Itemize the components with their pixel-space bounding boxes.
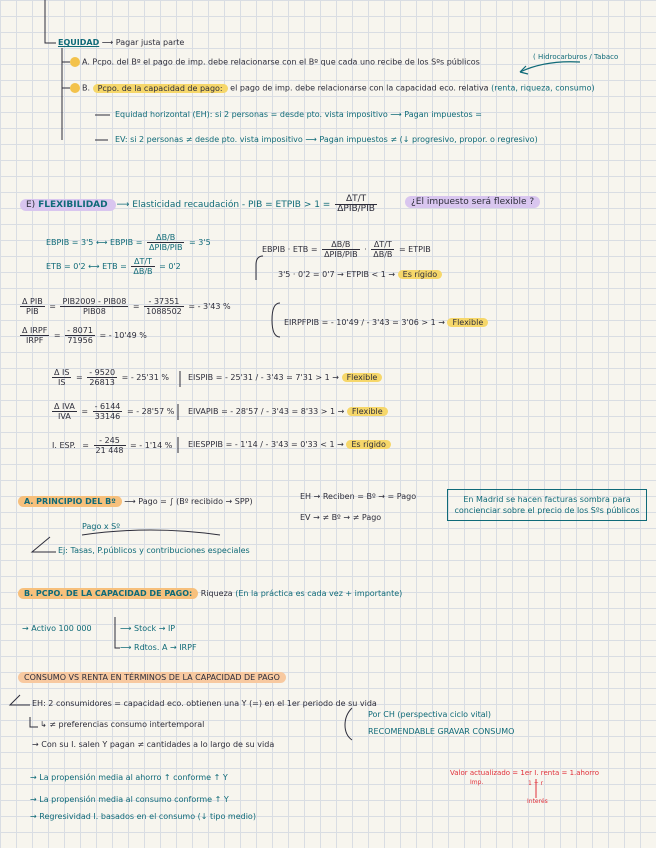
frac-den: IVA — [58, 412, 71, 421]
con-line: → Con su I. salen Y pagan ≠ cantidades a lo largo de su vida — [32, 740, 275, 749]
pref-line: ↳ ≠ preferencias consumo intertemporal — [40, 720, 205, 729]
riqueza-paren: (En la práctica es cada vez + importante) — [235, 589, 403, 598]
product-rhs: = ETPIB — [398, 245, 431, 254]
frac-den: 26813 — [89, 378, 115, 387]
arrow-icon: ⟶ — [101, 38, 114, 47]
flex-label: FLEXIBILIDAD — [38, 200, 108, 210]
principle-a-title: A. PRINCIPIO DEL Bº — [18, 496, 122, 507]
irpf-elast: EIRPFPIB = - 10'49 / - 3'43 = 3'06 > 1 → — [284, 318, 445, 327]
frac-den: IS — [58, 378, 66, 387]
frac-num: - 8071 — [67, 326, 93, 335]
principle-a-line — [70, 57, 480, 68]
frac-num: ΔT/T — [335, 195, 377, 205]
eh-consumo: EH: 2 consumidores = capacidad eco. obtienen una Y (=) en el 1er periodo de su vida — [32, 699, 377, 708]
riqueza-label: Riqueza — [200, 589, 233, 598]
pib-fraction-3 — [144, 297, 184, 316]
iesp-result-badge: Es rígido — [346, 440, 391, 449]
frac-num: - 37351 — [144, 297, 184, 307]
is-fraction-2 — [87, 368, 117, 387]
flex-def: Elasticidad recaudación - PIB = ETPIB > 1 = — [132, 200, 331, 210]
irpf-result-badge: Flexible — [447, 318, 488, 327]
prop-consumo: → La propensión media al consumo conforme ↑ Y — [30, 795, 229, 804]
consumo-title: CONSUMO VS RENTA EN TÉRMINOS DE LA CAPACIDAD DE PAGO — [18, 672, 286, 683]
iva-fraction-2 — [93, 402, 123, 421]
iesp-fraction-2 — [94, 436, 126, 455]
eh-text: Equidad horizontal (EH): si 2 personas = desde pto. vista impositivo — [115, 110, 388, 119]
pib-eq: = — [49, 302, 56, 311]
irpf-line — [18, 326, 147, 345]
product-line — [262, 240, 431, 259]
consumo-title-wrap — [18, 673, 286, 683]
ev-text: EV: si 2 personas ≠ desde pto. vista impositivo — [115, 135, 303, 144]
side-note: ( Hidrocarburos / Tabaco — [533, 53, 619, 61]
is-eq: = — [76, 373, 83, 382]
equidad-line — [58, 38, 184, 48]
iesp-eq: = — [82, 441, 89, 450]
pib-fraction — [20, 297, 45, 316]
product-fraction-1 — [322, 240, 360, 259]
iesp-fraction — [50, 441, 78, 450]
ebpib-def: EBPIB = 3'5 — [46, 238, 94, 247]
ebpib-line — [46, 233, 211, 252]
arrow-icon: ⟶ — [120, 643, 135, 652]
prop-ahorro: → La propensión media al ahorro ↑ conforme ↑ Y — [30, 773, 228, 782]
principle-b-line — [70, 83, 595, 94]
arrow-icon: ⟶ — [120, 624, 135, 633]
irpf-eq: = — [53, 331, 61, 340]
imp-label: Imp. — [470, 779, 484, 786]
equidad-label: EQUIDAD — [58, 38, 100, 47]
frac-den: PIB — [26, 307, 39, 316]
rdtos-text: Rdtos. A → IRPF — [134, 643, 197, 652]
iva-fraction — [52, 402, 77, 421]
is-elast-line — [188, 373, 382, 383]
product-calc: 3'5 · 0'2 = 0'7 → ETPIB < 1 → — [278, 270, 396, 279]
frac-den: 33146 — [94, 412, 121, 421]
e-label: E) — [26, 200, 36, 210]
dot-icon: · — [364, 245, 367, 254]
arrow-icon: ⟶ — [124, 497, 136, 506]
recom: RECOMENDABLE GRAVAR CONSUMO — [368, 727, 515, 736]
frac-num: Δ IS — [54, 368, 70, 377]
interes: Interés — [527, 798, 548, 805]
valor-actualizado: Valor actualizado = 1er I. renta = 1.ahorro — [450, 769, 600, 777]
eh-result: Pagan impuestos = — [404, 110, 482, 119]
stock-text: Stock → IP — [134, 624, 176, 633]
frac-num: Δ IRPF — [22, 326, 48, 335]
frac-den: ΔPIB/PIB — [324, 250, 358, 259]
frac-den: ΔPIB/PIB — [337, 204, 375, 214]
iva-eq: = — [81, 407, 89, 416]
ahorro-sub: 1 + r — [528, 780, 544, 787]
equidad-rest: Pagar justa parte — [115, 38, 185, 47]
product-result: Es rígido — [398, 270, 443, 279]
iva-line — [50, 402, 174, 421]
question — [405, 197, 540, 207]
iva-result-badge: Flexible — [347, 407, 388, 416]
principle-a-text: Pcpo. del Bº el pago de imp. debe relacionarse con el Bº que cada uno recibe de los Sºs públicos — [92, 57, 480, 67]
arrow-icon: ⟶ — [116, 200, 130, 210]
irpf-elast-line — [284, 318, 488, 328]
frac-num: PIB2009 - PIB08 — [62, 297, 127, 306]
irpf-fraction — [20, 326, 49, 345]
is-fraction — [52, 368, 71, 387]
frac-num: Δ PIB — [22, 297, 43, 306]
frac-num: - 245 — [94, 436, 126, 446]
iva-elast: EIVAPIB = - 28'57 / - 3'43 = 8'33 > 1 → — [188, 407, 345, 416]
frac-num: ΔT/T — [131, 257, 154, 267]
product-calc-line — [278, 270, 442, 280]
por-ch: Por CH (perspectiva ciclo vital) — [368, 710, 491, 719]
ev-result: Pagan impuestos ≠ — [319, 135, 398, 144]
frac-den: ΔB/B — [133, 267, 153, 276]
frac-num: ΔB/B — [322, 240, 360, 250]
is-result: = - 25'31 % — [121, 373, 169, 382]
product-lhs: EBPIB · ETB = — [262, 245, 318, 254]
frac-den: PIB08 — [82, 307, 106, 316]
iesp-result: = - 1'14 % — [130, 441, 173, 450]
highlight-dot-icon — [70, 83, 80, 93]
iva-result: = - 28'57 % — [126, 407, 175, 416]
frac-den: 21 448 — [95, 446, 124, 455]
iesp-elast: EIESPPIB = - 1'14 / - 3'43 = 0'33 < 1 → — [188, 440, 344, 449]
product-fraction-2 — [371, 240, 394, 259]
iesp-elast-line — [188, 440, 391, 450]
is-line — [50, 368, 169, 387]
principle-a-formula: Pago = ∫ (Bº recibido → SPP) — [138, 497, 253, 506]
frac-den: ΔPIB/PIB — [148, 243, 183, 252]
principle-b-text: el pago de imp. debe relacionarse con la capacidad eco. relativa — [230, 83, 489, 93]
pib-eq-2: = — [132, 302, 140, 311]
frac-num: ΔB/B — [147, 233, 185, 243]
arrow-icon: ⟶ — [390, 110, 402, 119]
regres: → Regresividad I. basados en el consumo (↓ tipo medio) — [30, 812, 256, 821]
flexibilidad-line — [20, 195, 379, 214]
eh-line — [115, 110, 482, 120]
iva-elast-line — [188, 407, 388, 417]
activo: → Activo 100 000 — [22, 624, 92, 633]
is-elast: EISPIB = - 25'31 / - 3'43 = 7'31 > 1 → — [188, 373, 340, 382]
etb-val: = 0'2 — [159, 262, 181, 271]
frac-den: IRPF — [26, 336, 44, 345]
ebpib-val: = 3'5 — [189, 238, 211, 247]
frac-den: 1088502 — [146, 307, 182, 316]
principle-b-paren: (renta, riqueza, consumo) — [491, 83, 595, 93]
pago-sup: Pago x Sº — [82, 522, 121, 531]
etb-def: ETB = 0'2 — [46, 262, 86, 271]
ev-paren: (↓ progresivo, propor. o regresivo) — [399, 135, 538, 144]
irpf-result: = - 10'49 % — [99, 331, 147, 340]
ebpib-fraction — [147, 233, 185, 252]
principle-b-highlight: Pcpo. de la capacidad de pago: — [93, 84, 228, 93]
frac-num: I. ESP. — [52, 441, 76, 450]
pib-line — [18, 297, 231, 316]
principle-b-riqueza-line — [18, 589, 402, 599]
iesp-line — [48, 436, 172, 455]
irpf-fraction-2 — [65, 326, 95, 345]
rdtos — [120, 643, 197, 653]
pib-result: = - 3'43 % — [188, 302, 231, 311]
principle-b-title: B. PCPO. DE LA CAPACIDAD DE PAGO: — [18, 588, 198, 599]
eh-pago-line: EH → Reciben = Bº → = Pago — [300, 492, 417, 501]
principle-a-label: A. — [82, 57, 90, 67]
ev-line — [115, 135, 538, 145]
question-text: ¿El impuesto será flexible ? — [405, 196, 540, 208]
highlight-dot-icon — [70, 57, 80, 67]
stock — [120, 624, 175, 634]
flex-fraction — [335, 195, 377, 214]
ev-pago-line: EV → ≠ Bº → ≠ Pago — [300, 513, 382, 522]
principle-b-label: B. — [82, 83, 91, 93]
frac-den: 71956 — [67, 336, 93, 345]
ebpib-arrow: ⟷ EBPIB = — [95, 238, 143, 247]
principle-a-formula-line — [18, 497, 253, 507]
frac-num: - 6144 — [94, 402, 121, 411]
ej-text: Ej: Tasas, P.públicos y contribuciones especiales — [58, 546, 250, 555]
pib-fraction-2 — [60, 297, 128, 316]
etb-line — [46, 257, 181, 276]
arrow-icon: ⟶ — [305, 135, 317, 144]
flexibilidad-title — [20, 199, 116, 211]
frac-num: - 9520 — [89, 368, 116, 377]
is-result-badge: Flexible — [342, 373, 383, 382]
etb-arrow: ⟷ ETB = — [88, 262, 127, 271]
note-box: En Madrid se hacen facturas sombra para concienciar sobre el precio de los Sºs públicos — [447, 489, 647, 521]
frac-num: ΔT/T — [371, 240, 394, 250]
frac-num: Δ IVA — [54, 402, 75, 411]
frac-den: ΔB/B — [373, 250, 393, 259]
etb-fraction — [131, 257, 154, 276]
